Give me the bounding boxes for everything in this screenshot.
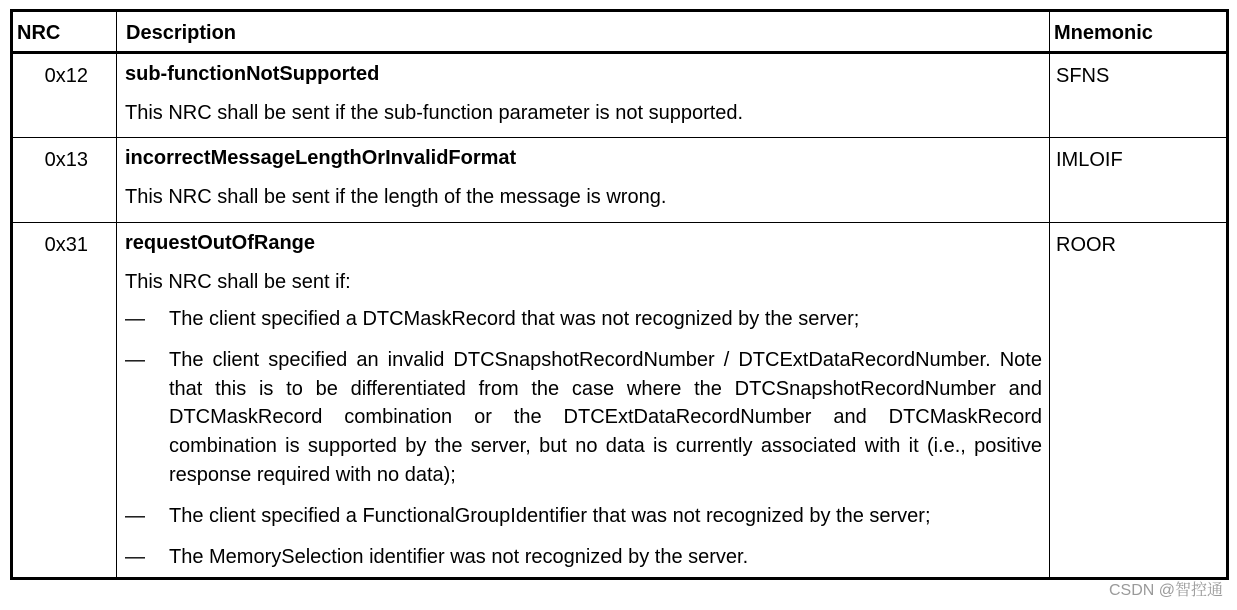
dash-marker: — [125, 348, 145, 371]
condition-text: The client specified an invalid DTCSnapshotRecordNumber / DTCExtDataRecordNumber. Note that this is to be differentiated from the case where the DTCSnapshotRecordNumber and DTCMaskRecord combination or the DTCExtDataRecordNumber and DTCMaskRecord combination is supported by the server, but no data is currently associated with it (i.e., positive response required with no data); [169, 348, 1042, 486]
condition-item [125, 502, 1042, 531]
dash-marker: — [125, 545, 145, 568]
condition-text: The client specified a FunctionalGroupIdentifier that was not recognized by the server; [169, 504, 931, 527]
header-nrc: NRC [12, 11, 117, 53]
condition-text: The client specified a DTCMaskRecord that was not recognized by the server; [169, 308, 860, 330]
nrc-code: 0x12 [12, 53, 117, 138]
nrc-name: incorrectMessageLengthOrInvalidFormat [125, 147, 517, 169]
header-description: Description [117, 11, 1050, 53]
nrc-text: This NRC shall be sent if the sub-function parameter is not supported. [125, 102, 744, 124]
nrc-description [117, 138, 1050, 223]
nrc-code: 0x31 [12, 223, 117, 579]
condition-item [125, 305, 1042, 334]
nrc-name: requestOutOfRange [125, 232, 316, 254]
condition-item [125, 346, 1042, 490]
watermark: CSDN @智控通 [1108, 582, 1223, 599]
nrc-description [117, 53, 1050, 138]
nrc-code: 0x13 [12, 138, 117, 223]
table-row [12, 53, 1228, 138]
header-mnemonic: Mnemonic [1050, 11, 1228, 53]
nrc-description [117, 223, 1050, 579]
table-header-row [12, 11, 1228, 53]
nrc-mnemonic: ROOR [1050, 223, 1228, 579]
dash-marker: — [125, 308, 145, 330]
dash-marker: — [125, 504, 145, 527]
condition-text: The MemorySelection identifier was not recognized by the server. [169, 545, 749, 568]
nrc-mnemonic: SFNS [1050, 53, 1228, 138]
table-row [12, 138, 1228, 223]
nrc-name: sub-functionNotSupported [125, 63, 380, 85]
nrc-mnemonic: IMLOIF [1050, 138, 1228, 223]
nrc-text: This NRC shall be sent if the length of the message is wrong. [125, 186, 667, 208]
condition-list [125, 305, 1042, 571]
nrc-table [10, 9, 1229, 580]
condition-item [125, 543, 1042, 572]
nrc-text: This NRC shall be sent if: [125, 271, 351, 293]
table-row [12, 223, 1228, 579]
